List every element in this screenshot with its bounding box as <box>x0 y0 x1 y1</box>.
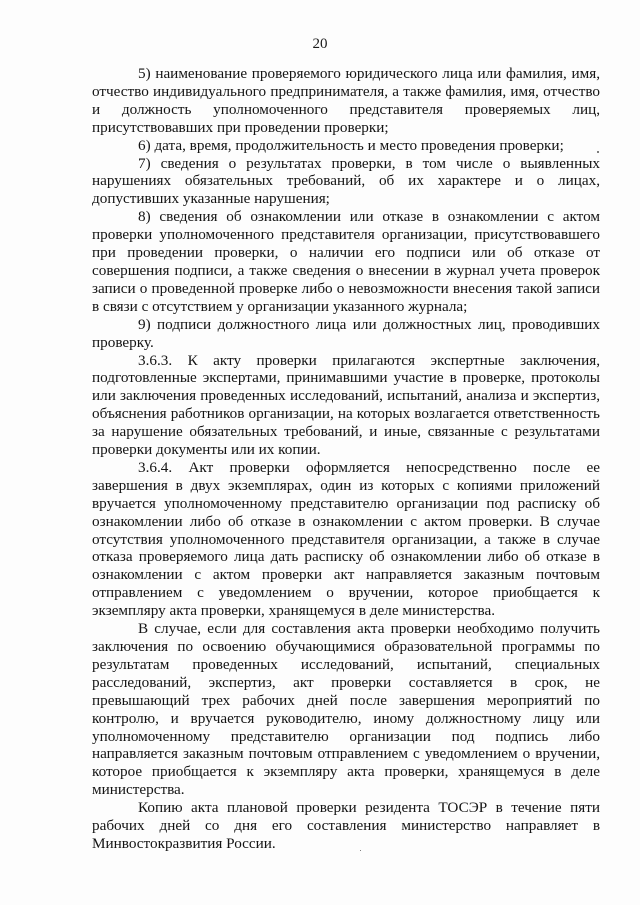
paragraph-item-5: 5) наименование проверяемого юридического лица или фамилия, имя, отчество индивидуального предпринимателя, а также фамилия, имя, отчество и должность уполномоченного представителя проверяемых лиц, присутствовавших при проведении проверки; <box>92 65 600 136</box>
paragraph-item-6: 6) дата, время, продолжительность и место проведения проверки; <box>138 136 564 154</box>
paragraph-item-7: 7) сведения о результатах проверки, в том числе о выявленных нарушениях обязательных требований, об их характере и о лицах, допустивших указанные нарушения; <box>92 154 600 208</box>
document-body <box>92 65 600 853</box>
paragraph-item-8: 8) сведения об ознакомлении или отказе в ознакомлении с актом проверки уполномоченного представителя организации, присутствовавшего при проведении проверки, о наличии его подписи или об отказе от совершения подписи, а также сведения о внесении в журнал учета проверок записи о проведенной проверке либо о невозможности внесения такой записи в связи с отсутствием у организации указанного журнала; <box>92 208 600 315</box>
paragraph-item-9: 9) подписи должностного лица или должностных лиц, проводивших проверку. <box>92 315 600 351</box>
paragraph-3-6-3: 3.6.3. К акту проверки прилагаются экспертные заключения, подготовленные экспертами, принимавшими участие в проверке, протоколы или заключения проведенных исследований, испытаний, анализа и экспертиз, объяснения работников организации, на которых возлагается ответственность за нарушение обязательных требований, и иные, связанные с результатами проверки документы или их копии. <box>92 351 600 459</box>
paragraph-3-6-4: 3.6.4. Акт проверки оформляется непосредственно после ее завершения в двух экземплярах, один из которых с копиями приложений вручается уполномоченному представителю организации под расписку об ознакомлении либо об отказе в ознакомлении с актом проверки. В случае отсутствия уполномоченного представителя организации, а также в случае отказа проверяемого лица дать расписку об ознакомлении либо об отказе в ознакомлении с актом проверки акт направляется заказным почтовым отправлением с уведомлением о вручении, которое приобщается к экземпляру акта проверки, хранящемуся в деле министерства. <box>92 458 600 620</box>
scan-speck <box>597 151 599 153</box>
paragraph-tosep-copy: Копию акта плановой проверки резидента ТОСЭР в течение пяти рабочих дней со дня его составления министерство направляет в Минвостокразвития России. <box>92 799 600 852</box>
paragraph-expertise-case: В случае, если для составления акта проверки необходимо получить заключения по освоению обучающимися образовательной программы по результатам проведенных исследований, испытаний, специальных расследований, экспертиз, акт проверки составляется в срок, не превышающий трех рабочих дней после завершения мероприятий по контролю, и вручается руководителю, иному должностному лицу или уполномоченному представителю организации под подпись либо направляется заказным почтовым отправлением с уведомлением о вручении, которое приобщается к экземпляру акта проверки, хранящемуся в деле министерства. <box>92 620 600 799</box>
page-number: 20 <box>312 36 328 52</box>
scan-speck <box>360 850 361 851</box>
